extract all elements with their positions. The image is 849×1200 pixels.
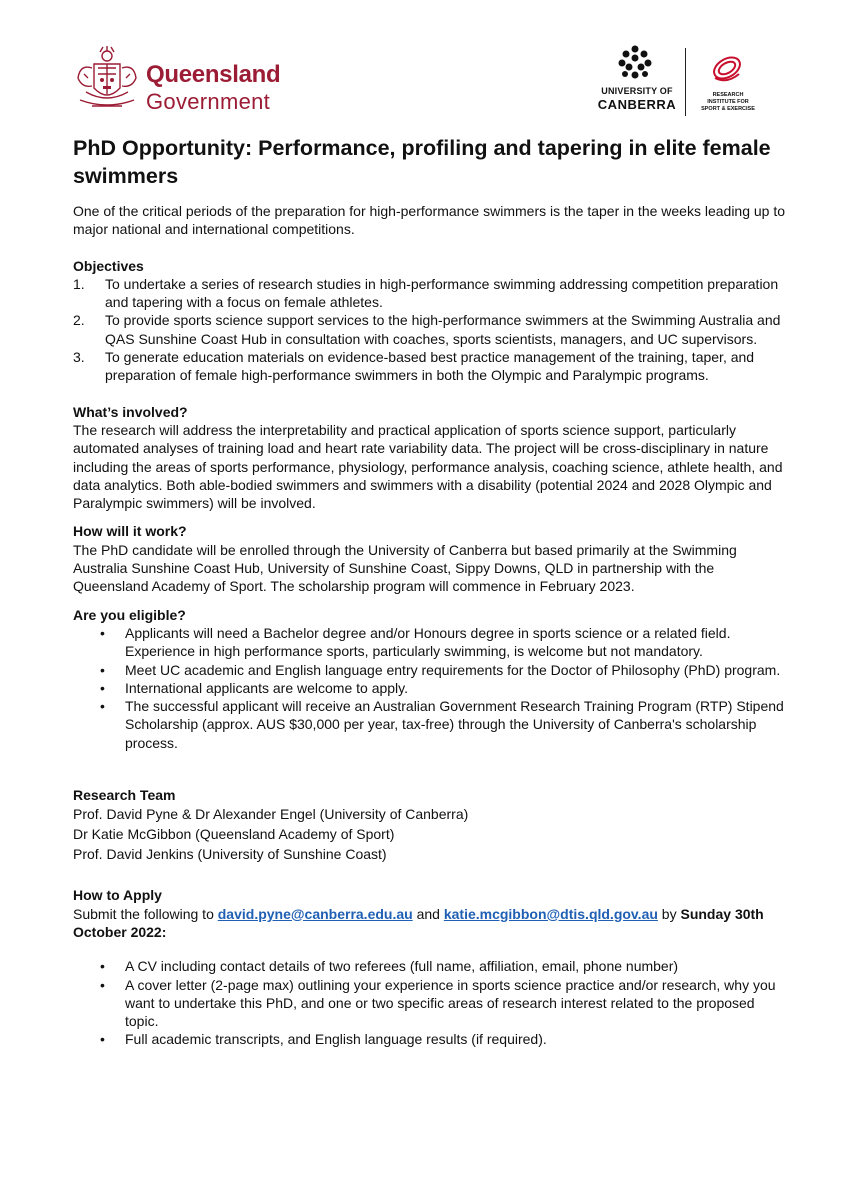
how-will-it-work-heading: How will it work?: [73, 523, 187, 540]
objectives-list: [73, 275, 788, 385]
university-of-canberra-logo: [593, 44, 773, 122]
ri-logo-line: RESEARCH: [712, 92, 744, 98]
document-body: [73, 134, 788, 1049]
objective-text: To provide sports science support services to the high-performance swimmers at the Swimming Australia and QAS Sunshine Coast Hub in consultation with coaches, sports scientists, managers, and UC supervisors.: [105, 312, 781, 347]
bullet-icon: •: [100, 976, 105, 993]
queensland-crest-icon: [72, 44, 142, 118]
list-item: [73, 976, 788, 1031]
objective-number: 1.: [73, 275, 85, 292]
list-item-text: Applicants will need a Bachelor degree and/or Honours degree in sports science or a related field. Experience in high performance sports, particularly swimming, is welcome but not mandatory.: [125, 624, 731, 660]
list-item-text: A CV including contact details of two referees (full name, affiliation, email, phone number): [125, 958, 679, 975]
bullet-icon: •: [100, 679, 105, 696]
whats-involved-text: The research will address the interpretability and practical application of sports science support, particularly automated analyses of training load and heart rate variability data. The project will be cross-disciplinary in nature including the areas of sports performance, physiology, performance analysis, coaching science, athlete health, and data analytics. Both able-bodied swimmers and swimmers with a disability (potential 2024 and 2028 Olympic and Paralympic swimmers) will be involved.: [73, 421, 783, 512]
list-item-text: Full academic transcripts, and English language results (if required).: [125, 1031, 547, 1048]
eligibility-list: [73, 624, 788, 752]
apply-deadline: Sunday 30th October 2022:: [73, 905, 764, 940]
whats-involved-heading: What’s involved?: [73, 403, 188, 420]
research-institute-emblem-icon: [709, 50, 745, 86]
bullet-icon: •: [100, 624, 105, 641]
objective-text: To undertake a series of research studies in high-performance swimming addressing competition preparation and tapering with a focus on female athletes.: [105, 275, 779, 311]
eligibility-section: [73, 606, 788, 752]
team-member: Prof. David Jenkins (University of Sunshine Coast): [73, 846, 387, 863]
objective-text: To generate education materials on evidence-based best practice management of the training, taper, and preparation of female high-performance swimmers in both the Olympic and Paralympic programs.: [105, 349, 755, 384]
qg-logo-word-1: Queensland: [146, 61, 281, 88]
how-to-apply-section: [73, 886, 788, 1048]
uc-logo-line-1: UNIVERSITY OF: [601, 86, 673, 96]
page-title: PhD Opportunity: Performance, profiling and tapering in elite female swimmers: [73, 136, 771, 188]
objectives-section: [73, 257, 788, 385]
research-team-heading: Research Team: [73, 787, 176, 804]
how-to-apply-heading: How to Apply: [73, 887, 162, 904]
bullet-icon: •: [100, 698, 105, 715]
bullet-icon: •: [100, 661, 105, 678]
objective-number: 2.: [73, 312, 85, 329]
apply-instructions: [73, 905, 788, 942]
apply-and: and: [412, 905, 444, 922]
eligibility-heading: Are you eligible?: [73, 606, 186, 623]
list-item: [73, 697, 788, 752]
email-link-david-pyne[interactable]: david.pyne@canberra.edu.au: [217, 905, 413, 922]
list-item: [73, 679, 788, 697]
list-item-text: The successful applicant will receive an Australian Government Research Training Program (RTP) Stipend Scholarship (approx. AUS $30,000 per year, tax-free) through the University of Canberra's scholarship process.: [125, 698, 784, 751]
list-item-text: Meet UC academic and English language entry requirements for the Doctor of Philosophy (PhD) program.: [125, 661, 781, 678]
email-link-katie-mcgibbon[interactable]: katie.mcgibbon@dtis.qld.gov.au: [443, 905, 658, 922]
list-item-text: International applicants are welcome to apply.: [125, 679, 409, 696]
ri-logo-line: SPORT & EXERCISE: [701, 106, 755, 112]
apply-requirements-list: [73, 957, 788, 1048]
uc-emblem-icon: [617, 44, 653, 80]
list-item-text: A cover letter (2-page max) outlining your experience in sports science practice and/or research, why you want to undertake this PhD, and one or two specific areas of research interest related to the proposed topic.: [125, 976, 776, 1030]
apply-by: by: [657, 905, 681, 922]
bullet-icon: •: [100, 1031, 105, 1048]
qg-logo-word-2: Government: [146, 89, 271, 114]
objective-item: [73, 348, 788, 385]
how-will-it-work-section: [73, 522, 788, 595]
objective-item: [73, 311, 788, 348]
objective-number: 3.: [73, 349, 85, 366]
logo-divider: [685, 48, 686, 116]
research-team-section: [73, 786, 788, 864]
objectives-heading: Objectives: [73, 257, 144, 274]
how-will-it-work-text: The PhD candidate will be enrolled through the University of Canberra but based primarily at the Swimming Australia Sunshine Coast Hub, University of Sunshine Coast, Sippy Downs, QLD in partnership with the Queensland Academy of Sport. The scholarship program will commence in February 2023.: [73, 541, 737, 595]
research-institute-logo-text: [693, 92, 763, 113]
ri-logo-line: INSTITUTE FOR: [707, 99, 749, 105]
team-member: Dr Katie McGibbon (Queensland Academy of Sport): [73, 826, 395, 843]
list-item: [73, 957, 788, 975]
queensland-government-logo: [72, 44, 292, 118]
list-item: [73, 661, 788, 679]
list-item: [73, 1030, 788, 1048]
list-item: [73, 624, 788, 661]
whats-involved-section: [73, 403, 788, 513]
uc-logo-line-2: CANBERRA: [597, 97, 677, 112]
team-member: Prof. David Pyne & Dr Alexander Engel (University of Canberra): [73, 806, 469, 823]
bullet-icon: •: [100, 958, 105, 975]
objective-item: [73, 275, 788, 312]
apply-prefix: Submit the following to: [73, 905, 218, 922]
intro-paragraph: One of the critical periods of the preparation for high-performance swimmers is the taper in the weeks leading up to major national and international competitions.: [73, 203, 786, 238]
